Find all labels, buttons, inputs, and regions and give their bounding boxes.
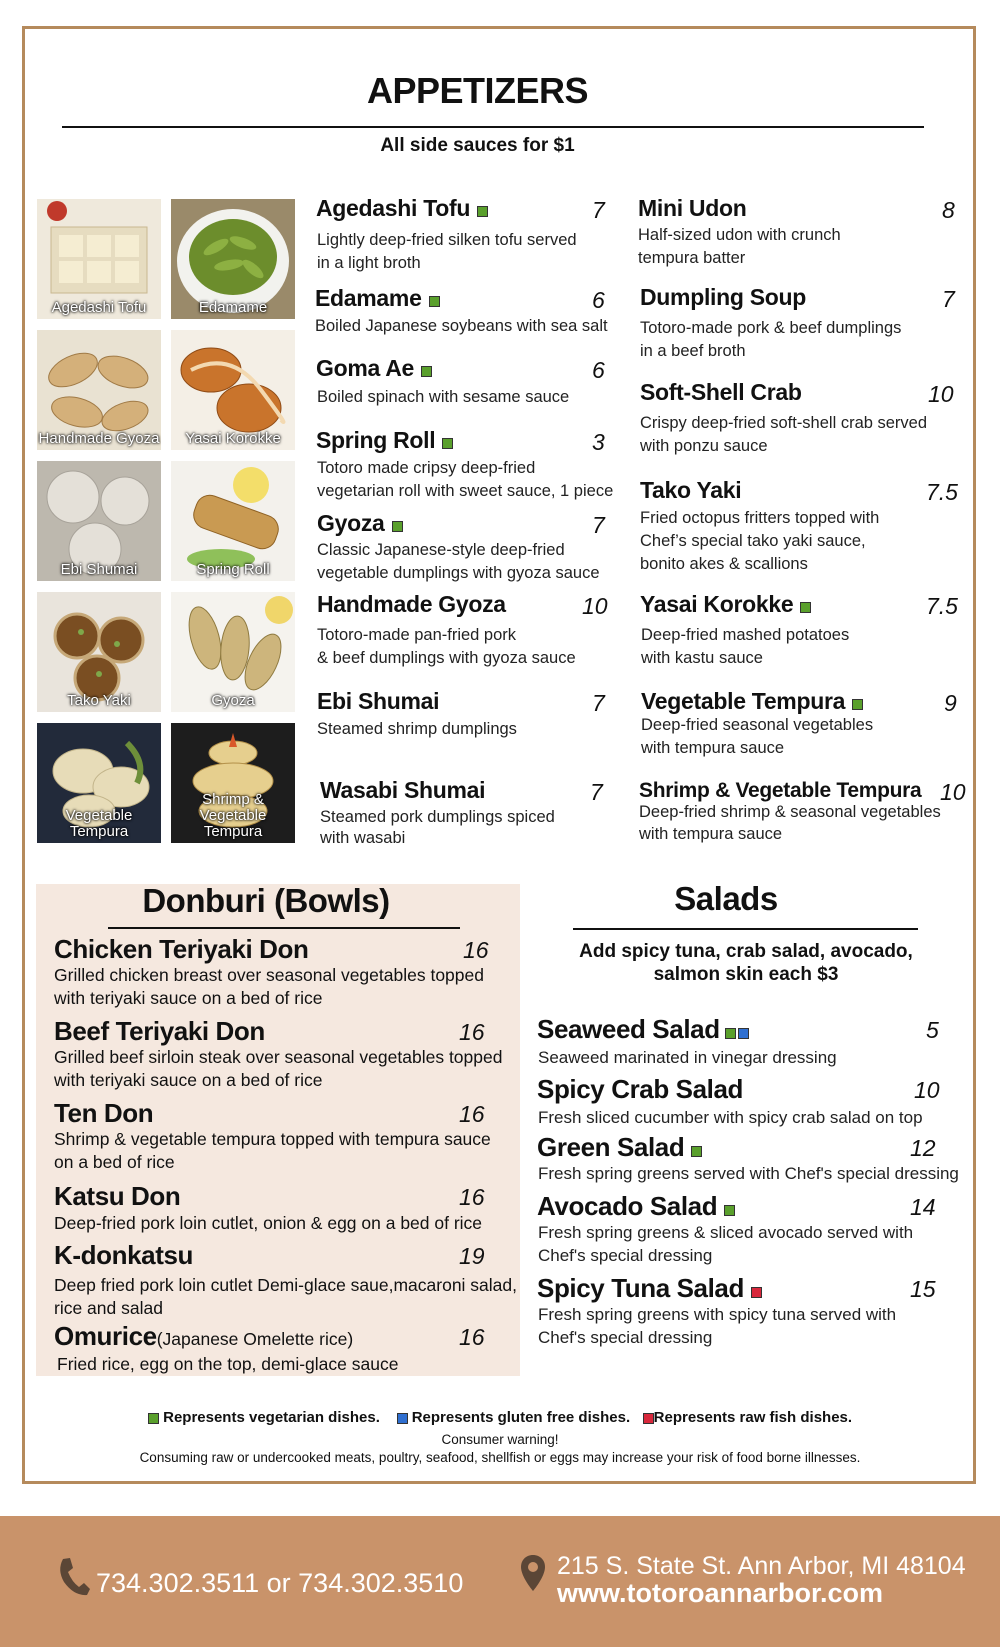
item-price: 16 — [459, 1019, 485, 1045]
footer — [0, 1516, 1000, 1647]
menu-item — [537, 1074, 743, 1105]
phone-icon — [56, 1556, 90, 1601]
address-text: 215 S. State St. Ann Arbor, MI 48104 — [557, 1552, 966, 1580]
menu-item — [54, 1321, 353, 1352]
vegetarian-icon — [429, 296, 440, 307]
item-price: 9 — [944, 690, 957, 716]
item-description: Grilled chicken breast over seasonal vegetables topped with teriyaki sauce on a bed of rice — [54, 965, 484, 1008]
photo-vegetable-tempura — [37, 723, 161, 843]
vegetarian-icon — [725, 1028, 736, 1039]
item-price: 7 — [592, 512, 605, 538]
photo-ebi-shumai — [37, 461, 161, 581]
item-price: 7.5 — [926, 479, 958, 505]
photo-edamame — [171, 199, 295, 319]
menu-item — [640, 591, 811, 618]
item-name: Green Salad — [537, 1132, 685, 1162]
item-description: Seaweed marinated in vinegar dressing — [538, 1048, 837, 1067]
item-description: Fresh spring greens & sliced avocado served with Chef's special dressing — [538, 1223, 914, 1265]
item-price: 6 — [592, 357, 605, 383]
menu-item — [537, 1273, 762, 1304]
menu-item — [641, 688, 863, 715]
legend-raw-fish: Represents raw fish dishes. — [653, 1409, 853, 1426]
item-price: 7 — [592, 197, 605, 223]
salads-subtitle: Add spicy tuna, crab salad, avocado, salmon skin each $3 — [579, 941, 913, 985]
item-price: 16 — [463, 937, 489, 963]
photo-yasai-korokke — [171, 330, 295, 450]
vegetarian-icon — [691, 1146, 702, 1157]
menu-item — [537, 1014, 749, 1045]
item-name: Gyoza — [317, 510, 385, 536]
item-name: Chicken Teriyaki Don — [54, 934, 309, 964]
salads-title: Salads — [674, 880, 778, 917]
menu-item — [638, 195, 746, 222]
photo-caption: Edamame — [198, 299, 268, 316]
item-description: Totoro-made pan-fried pork & beef dumplings with gyoza sauce — [317, 626, 576, 667]
item-price: 7 — [590, 779, 603, 805]
menu-item — [316, 427, 453, 454]
menu-item — [317, 591, 506, 618]
legend-vegetarian: Represents vegetarian dishes. — [163, 1409, 380, 1426]
item-name: Handmade Gyoza — [317, 591, 506, 617]
vegetarian-icon — [724, 1205, 735, 1216]
vegetarian-icon — [392, 521, 403, 532]
menu-item — [316, 355, 432, 382]
menu-item — [315, 285, 440, 312]
photo-agedashi-tofu — [37, 199, 161, 319]
item-name: Spring Roll — [316, 427, 436, 453]
menu-item — [640, 477, 741, 504]
photo-shrimp-vegetable-tempura — [171, 723, 295, 843]
item-description: Totoro-made pork & beef dumplings in a beef broth — [640, 319, 902, 360]
item-name: Mini Udon — [638, 195, 747, 221]
appetizers-title: APPETIZERS — [366, 70, 589, 111]
menu-item — [640, 284, 806, 311]
item-name: Shrimp & Vegetable Tempura — [639, 779, 922, 802]
item-name: Katsu Don — [54, 1181, 181, 1211]
item-price: 7 — [592, 690, 605, 716]
item-name: Spicy Tuna Salad — [537, 1273, 744, 1303]
item-description: Shrimp & vegetable tempura topped with tempura sauce on a bed of rice — [54, 1129, 491, 1172]
item-description: Steamed shrimp dumplings — [317, 720, 517, 738]
consumer-warning-title: Consumer warning! — [441, 1432, 559, 1447]
vegetarian-icon — [800, 602, 811, 613]
photo-caption: Handmade Gyoza — [38, 430, 160, 447]
vegetarian-icon — [477, 206, 488, 217]
photo-caption: Shrimp & Vegetable Tempura — [199, 791, 267, 840]
vegetarian-icon — [148, 1413, 159, 1424]
donburi-rule — [108, 927, 460, 929]
menu-item — [317, 688, 439, 715]
item-price: 10 — [914, 1077, 940, 1103]
item-name: Goma Ae — [316, 355, 415, 381]
gluten-free-icon — [738, 1028, 749, 1039]
item-description: Grilled beef sirloin steak over seasonal vegetables topped with teriyaki sauce on a bed of rice — [54, 1047, 503, 1090]
photo-spring-roll — [171, 461, 295, 581]
item-price: 7 — [942, 286, 955, 312]
item-name: Omurice — [54, 1321, 157, 1351]
salads-rule — [573, 928, 918, 930]
item-price: 3 — [592, 429, 605, 455]
photo-handmade-gyoza — [37, 330, 161, 450]
item-price: 6 — [592, 287, 605, 313]
photo-caption: Spring Roll — [196, 561, 270, 578]
website-link[interactable]: www.totoroannarbor.com — [557, 1578, 884, 1608]
item-description: Boiled spinach with sesame sauce — [317, 388, 570, 406]
menu-item — [639, 779, 921, 803]
item-description: Deep-fried shrimp & seasonal vegetables with tempura sauce — [639, 803, 941, 843]
item-name: Yasai Korokke — [640, 591, 794, 617]
item-name: Ten Don — [54, 1098, 154, 1128]
item-description: Fresh spring greens served with Chef's special dressing — [538, 1164, 959, 1183]
raw-fish-icon — [751, 1287, 762, 1298]
item-name: K-donkatsu — [54, 1240, 194, 1270]
item-price: 16 — [459, 1324, 485, 1350]
vegetarian-icon — [442, 438, 453, 449]
item-name: Seaweed Salad — [537, 1014, 720, 1044]
item-name: Soft-Shell Crab — [640, 379, 802, 405]
item-description: Deep-fried mashed potatoes with kastu sauce — [641, 626, 850, 667]
legend-gluten-free: Represents gluten free dishes. — [411, 1409, 631, 1426]
item-price: 12 — [910, 1135, 936, 1161]
item-description: Deep-fried seasonal vegetables with tempura sauce — [641, 716, 874, 757]
map-pin-icon — [520, 1554, 546, 1597]
item-name: Vegetable Tempura — [641, 688, 846, 714]
item-description: Deep-fried pork loin cutlet, onion & egg on a bed of rice — [54, 1213, 483, 1233]
appetizers-subtitle: All side sauces for $1 — [380, 135, 575, 156]
item-description: Fresh sliced cucumber with spicy crab salad on top — [538, 1108, 923, 1127]
menu-item — [317, 510, 403, 537]
item-name: Tako Yaki — [640, 477, 742, 503]
item-price: 7.5 — [926, 593, 958, 619]
item-name: Beef Teriyaki Don — [54, 1016, 265, 1046]
item-price: 10 — [940, 779, 966, 805]
item-name: Ebi Shumai — [317, 688, 440, 714]
photo-caption: Gyoza — [211, 692, 255, 709]
menu-item — [640, 379, 802, 406]
item-price: 5 — [926, 1017, 939, 1043]
menu-item — [316, 195, 488, 222]
vegetarian-icon — [852, 699, 863, 710]
menu-item — [320, 777, 485, 804]
item-description: Crispy deep-fried soft-shell crab served with ponzu sauce — [640, 414, 928, 455]
photo-caption: Agedashi Tofu — [51, 299, 147, 316]
donburi-title: Donburi (Bowls) — [142, 882, 390, 919]
item-name: Edamame — [315, 285, 422, 311]
item-price: 10 — [928, 381, 954, 407]
item-name-note: (Japanese Omelette rice) — [156, 1329, 354, 1349]
item-description: Fried rice, egg on the top, demi-glace sauce — [57, 1354, 399, 1374]
photo-caption: Tako Yaki — [67, 692, 131, 709]
gluten-free-icon — [397, 1413, 408, 1424]
item-price: 16 — [459, 1184, 485, 1210]
photo-caption: Vegetable Tempura — [65, 807, 133, 840]
item-price: 15 — [910, 1276, 936, 1302]
item-description: Totoro made cripsy deep-fried vegetarian roll with sweet sauce, 1 piece — [317, 459, 614, 500]
item-name: Wasabi Shumai — [320, 777, 486, 803]
photo-tako-yaki — [37, 592, 161, 712]
item-price: 8 — [942, 197, 955, 223]
item-price: 16 — [459, 1101, 485, 1127]
phone-number-link[interactable]: 734.302.3511 or 734.302.3510 — [96, 1568, 464, 1598]
item-description: Lightly deep-fried silken tofu served in a light broth — [317, 231, 577, 272]
menu-item — [537, 1191, 735, 1222]
photo-gyoza — [171, 592, 295, 712]
item-description: Boiled Japanese soybeans with sea salt — [315, 317, 608, 335]
item-price: 14 — [910, 1194, 936, 1220]
photo-caption: Ebi Shumai — [60, 561, 138, 578]
item-description: Deep fried pork loin cutlet Demi-glace saue,macaroni salad, rice and salad — [54, 1275, 518, 1318]
item-name: Agedashi Tofu — [316, 195, 471, 221]
item-description: Classic Japanese-style deep-fried vegetable dumplings with gyoza sauce — [317, 541, 600, 582]
consumer-warning-text: Consuming raw or undercooked meats, poultry, seafood, shellfish or eggs may increase your risk of food borne illnesses. — [139, 1450, 861, 1465]
item-name: Dumpling Soup — [640, 284, 807, 310]
appetizers-rule — [62, 126, 924, 128]
item-description: Fried octopus fritters topped with Chef’s special tako yaki sauce, bonito akes & scallions — [640, 509, 880, 573]
item-description: Fresh spring greens with spicy tuna served with Chef's special dressing — [538, 1305, 897, 1347]
menu-item — [537, 1132, 702, 1163]
item-description: Half-sized udon with crunch tempura batter — [638, 226, 841, 267]
item-name: Spicy Crab Salad — [537, 1074, 744, 1104]
raw-fish-icon — [643, 1413, 654, 1424]
item-price: 10 — [582, 593, 608, 619]
item-price: 19 — [459, 1243, 485, 1269]
item-description: Steamed pork dumplings spiced with wasabi — [320, 808, 555, 847]
vegetarian-icon — [421, 366, 432, 377]
photo-caption: Yasai Korokke — [185, 430, 281, 447]
dietary-legend — [0, 1409, 1000, 1426]
item-name: Avocado Salad — [537, 1191, 718, 1221]
